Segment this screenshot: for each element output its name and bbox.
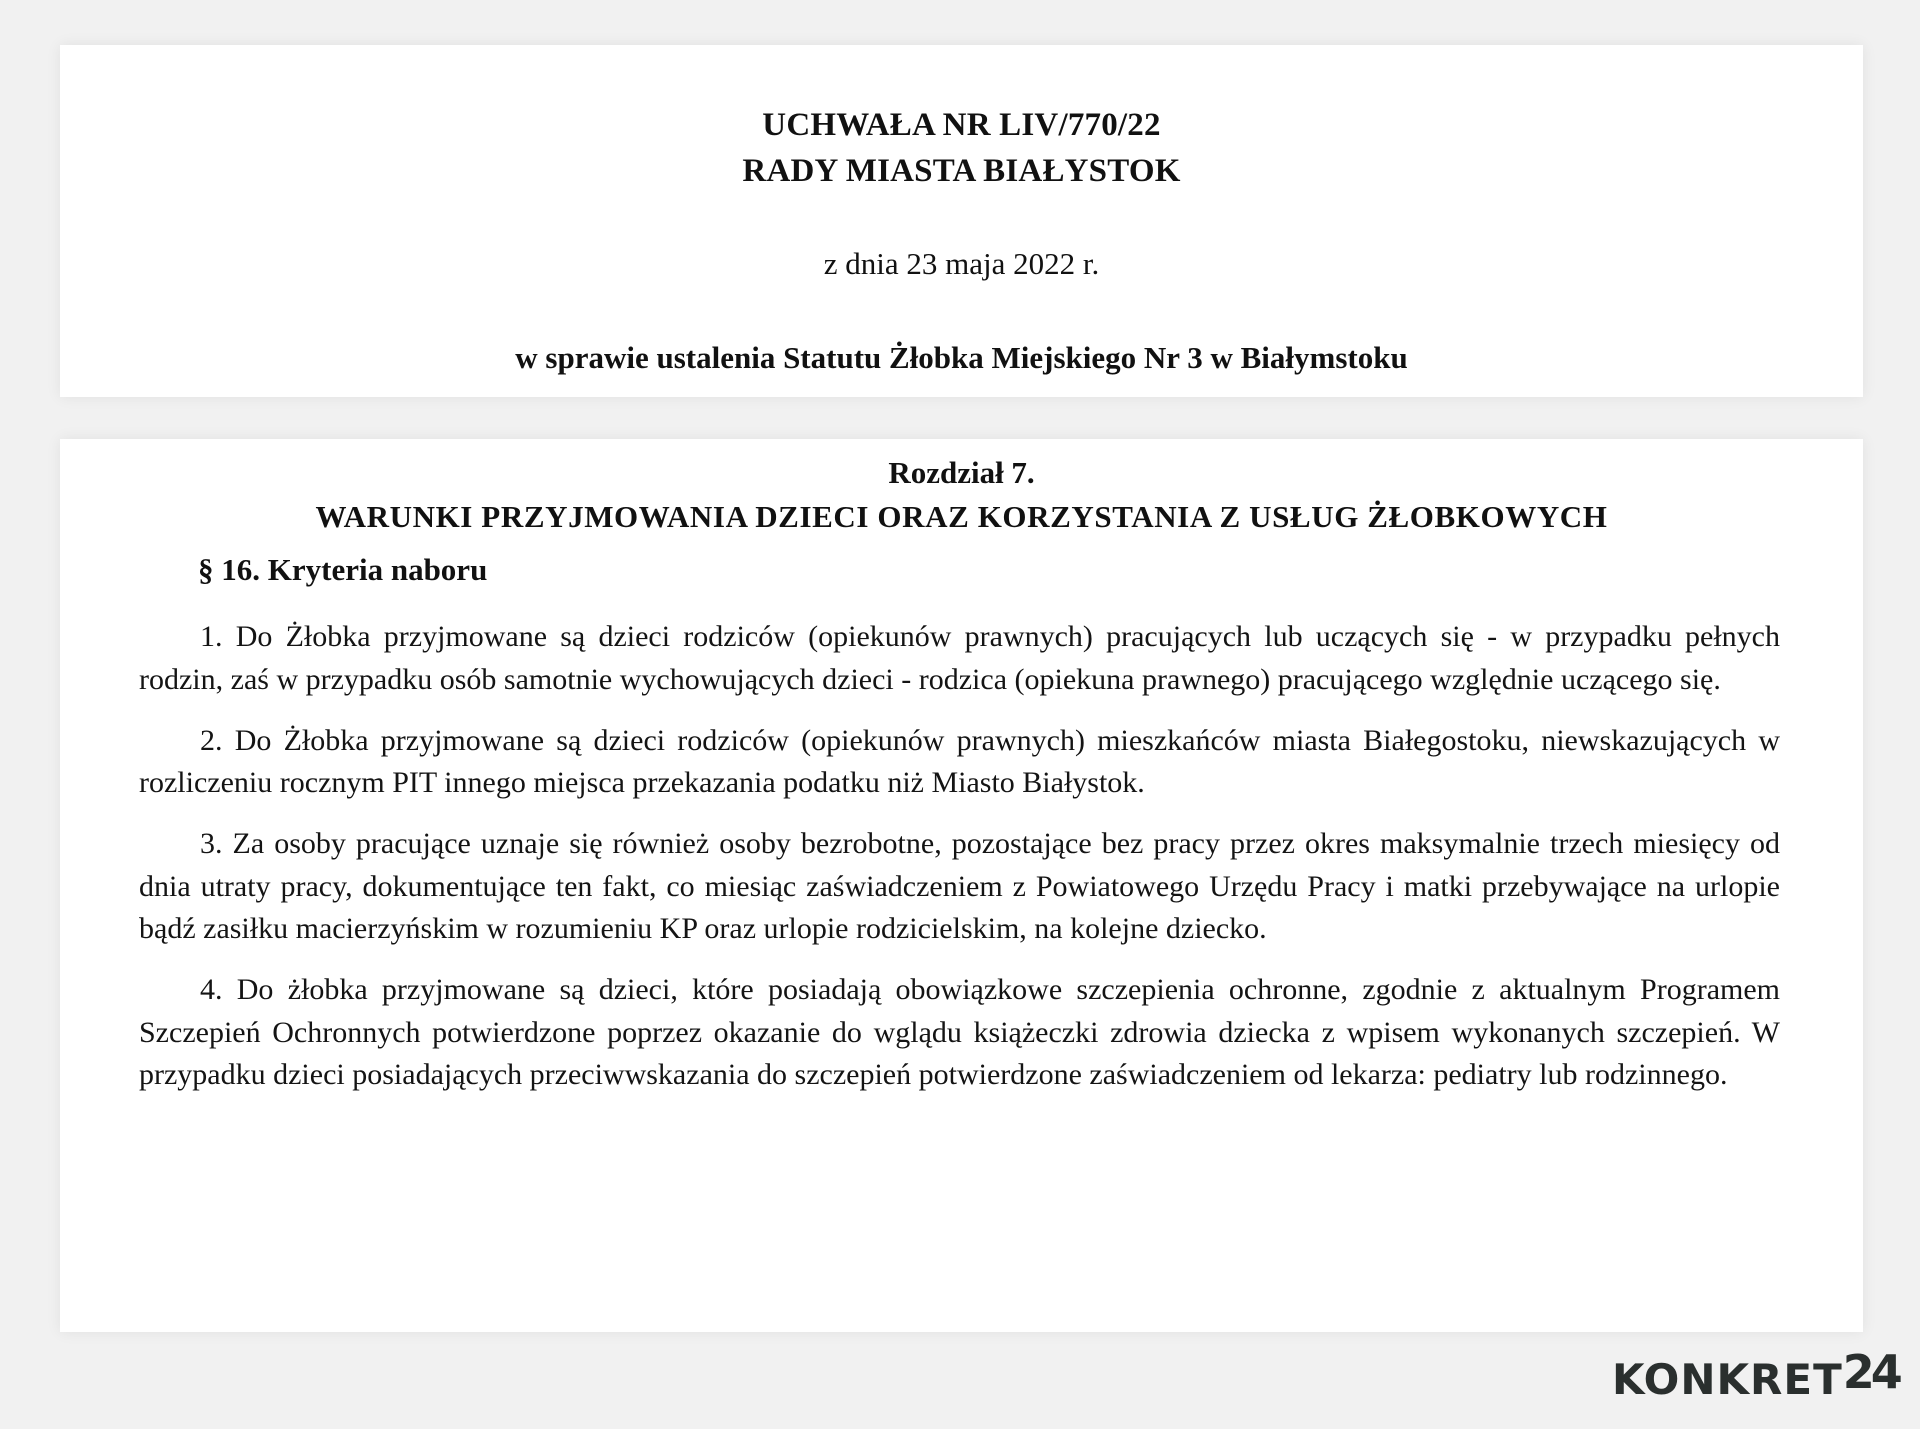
paragraph-list xyxy=(139,616,1780,1115)
council-name: RADY MIASTA BIAŁYSTOK xyxy=(742,153,1181,189)
paragraph-4: 4. Do żłobka przyjmowane są dzieci, które posiadają obowiązkowe szczepienia ochronne, zgodnie z aktualnym Programem Szczepień Ochronnych potwierdzone poprzez okazanie do wglądu książeczki zdrowia dziecka z wpisem wykonanych szczepień. W przypadku dzieci posiadających przeciwwskazania do szczepień potwierdzone zaświadczeniem od lekarza: pediatry lub rodzinnego. xyxy=(139,973,1780,1091)
resolution-number: UCHWAŁA NR LIV/770/22 xyxy=(762,107,1161,143)
paragraph-1: 1. Do Żłobka przyjmowane są dzieci rodziców (opiekunów prawnych) pracujących lub uczących się - w przypadku pełnych rodzin, zaś w przypadku osób samotnie wychowujących dzieci - rodzica (opiekuna prawnego) pracującego względnie uczącego się. xyxy=(139,620,1780,696)
chapter-title: WARUNKI PRZYJMOWANIA DZIECI ORAZ KORZYSTANIA Z USŁUG ŻŁOBKOWYCH xyxy=(315,499,1608,534)
resolution-subject: w sprawie ustalenia Statutu Żłobka Miejskiego Nr 3 w Białymstoku xyxy=(515,340,1408,375)
logo-wordmark xyxy=(1612,1345,1899,1406)
chapter-number: Rozdział 7. xyxy=(888,455,1035,490)
resolution-date: z dnia 23 maja 2022 r. xyxy=(823,246,1100,281)
logo-text: KONKRET xyxy=(1612,1355,1843,1404)
resolution-header-panel xyxy=(60,45,1863,397)
logo-number: 24 xyxy=(1842,1345,1899,1399)
konkret24-logo xyxy=(1612,1345,1899,1404)
paragraph-3: 3. Za osoby pracujące uznaje się również osoby bezrobotne, pozostające bez pracy przez okres maksymalnie trzech miesięcy od dnia utraty pracy, dokumentujące ten fakt, co miesiąc zaświadczeniem z Powiatowego Urzędu Pracy i matki przebywające na urlopie bądź zasiłku macierzyńskim w rozumieniu KP oraz urlopie rodzicielskim, na kolejne dziecko. xyxy=(139,827,1780,945)
paragraph-2: 2. Do Żłobka przyjmowane są dzieci rodziców (opiekunów prawnych) mieszkańców miasta Białegostoku, niewskazujących w rozliczeniu rocznym PIT innego miejsca przekazania podatku niż Miasto Białystok. xyxy=(139,723,1780,799)
statute-excerpt-panel xyxy=(60,439,1863,1332)
section-heading: § 16. Kryteria naboru xyxy=(198,552,488,587)
